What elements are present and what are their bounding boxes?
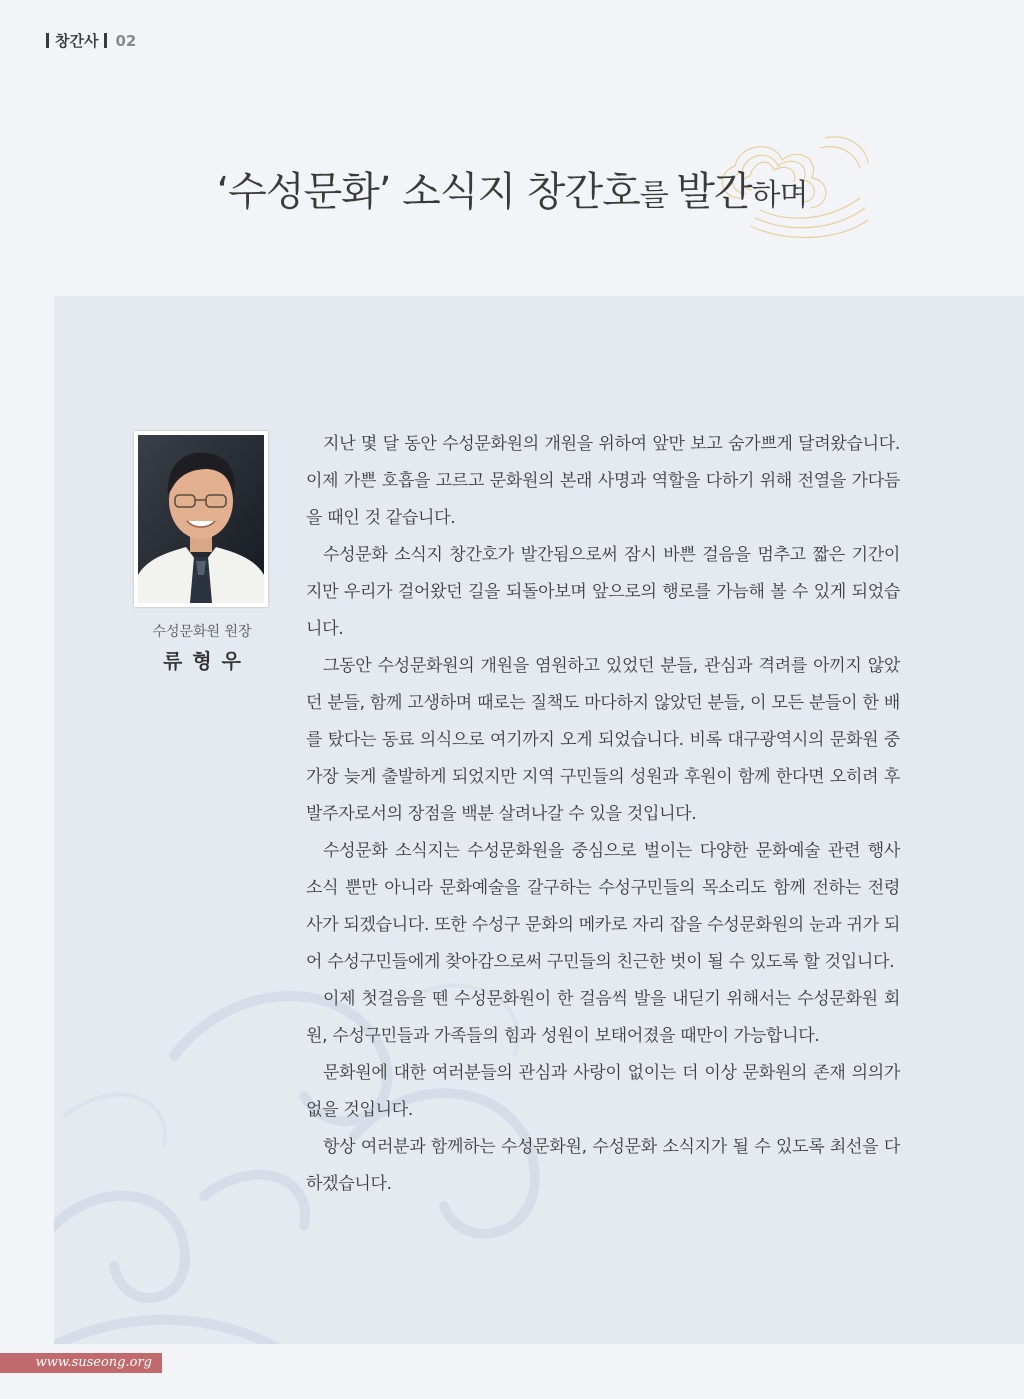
website-url: www.suseong.org [0, 1353, 162, 1373]
author-role: 수성문화원 원장 [152, 624, 252, 640]
paragraph: 문화원에 대한 여러분들의 관심과 사랑이 없이는 더 이상 문화원의 존재 의의가 없을 것입니다. [306, 1063, 900, 1120]
author-portrait [138, 435, 264, 603]
title-area [0, 150, 1024, 250]
title-main: ‘수성문화’ 소식지 창간호 [216, 169, 640, 215]
paragraph: 수성문화 소식지는 수성문화원을 중심으로 벌이는 다양한 문화예술 관련 행사 소식 뿐만 아니라 문화예술을 갈구하는 수성구민들의 목소리도 함께 전하는 전령사가 되겠습니다. 또한 수성구 문화의 메카로 자리 잡을 수성문화원의 눈과 귀가 되어 수성구민들에게 찾아감으로써 구민들의 친근한 벗이 될 수 있도록 할 것입니다. [306, 841, 900, 972]
title-particle-1: 를 [639, 178, 677, 213]
header-bar-left [46, 33, 49, 48]
paragraph: 수성문화 소식지 창간호가 발간됨으로써 잠시 바쁜 걸음을 멈추고 짧은 기간이지만 우리가 걸어왔던 길을 되돌아보며 앞으로의 행로를 가늠해 볼 수 있게 되었습니다. [306, 545, 900, 639]
section-label: 창간사 [55, 32, 99, 50]
article-title [0, 160, 1024, 217]
page-header [46, 30, 136, 51]
author-photo-frame [134, 431, 268, 607]
paragraph: 그동안 수성문화원의 개원을 염원하고 있었던 분들, 관심과 격려를 아끼지 않았던 분들, 함께 고생하며 때로는 질책도 마다하지 않았던 분들, 이 모든 분들이 한 배를 탔다는 동료 의식으로 여기까지 오게 되었습니다. 비록 대구광역시의 문화원 중 가장 늦게 출발하게 되었지만 지역 구민들의 성원과 후원이 함께 한다면 오히려 후발주자로서의 장점을 백분 살려나갈 수 있을 것입니다. [306, 656, 900, 824]
article-body [306, 426, 900, 1203]
title-verb: 발간 [676, 169, 752, 215]
header-bar-right [104, 33, 107, 48]
paragraph: 지난 몇 달 동안 수성문화원의 개원을 위하여 앞만 보고 숨가쁘게 달려왔습니다. 이제 가쁜 호흡을 고르고 문화원의 본래 사명과 역할을 다하기 위해 전열을 가다듬을 때인 것 같습니다. [306, 434, 900, 528]
paragraph: 항상 여러분과 함께하는 수성문화원, 수성문화 소식지가 될 수 있도록 최선을 다하겠습니다. [306, 1137, 900, 1194]
paragraph: 이제 첫걸음을 뗀 수성문화원이 한 걸음씩 발을 내딛기 위해서는 수성문화원 회원, 수성구민들과 가족들의 힘과 성원이 보태어졌을 때만이 가능합니다. [306, 989, 900, 1046]
page-number: 02 [115, 31, 137, 50]
author-name: 류형우 [163, 649, 251, 673]
portrait-illustration [138, 435, 264, 603]
title-particle-2: 하며 [751, 178, 808, 213]
